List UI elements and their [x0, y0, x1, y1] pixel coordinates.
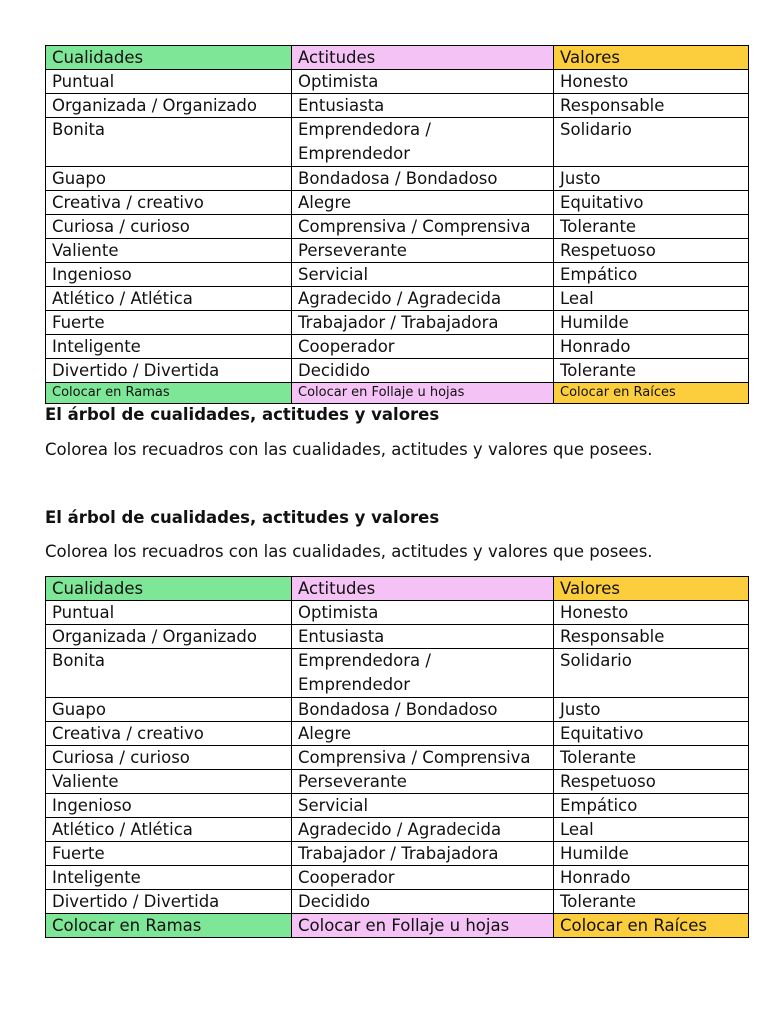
cell-valor: Justo	[554, 698, 749, 722]
cell-cualidad: Organizada / Organizado	[46, 625, 292, 649]
cell-cualidad: Bonita	[46, 118, 292, 167]
cell-valor: Justo	[554, 167, 749, 191]
table-row	[46, 698, 749, 722]
table-row	[46, 215, 749, 239]
cell-actitud: Comprensiva / Comprensiva	[292, 746, 554, 770]
cell-cualidad: Creativa / creativo	[46, 722, 292, 746]
cell-actitud: Optimista	[292, 601, 554, 625]
header-actitudes: Actitudes	[292, 577, 554, 601]
cell-actitud: Servicial	[292, 794, 554, 818]
cell-cualidad: Organizada / Organizado	[46, 94, 292, 118]
cell-actitud: Agradecido / Agradecida	[292, 287, 554, 311]
header-cualidades: Cualidades	[46, 46, 292, 70]
cell-cualidad: Valiente	[46, 239, 292, 263]
cell-actitud: Cooperador	[292, 335, 554, 359]
cell-valor: Empático	[554, 263, 749, 287]
cell-cualidad: Atlético / Atlética	[46, 287, 292, 311]
cell-cualidad: Fuerte	[46, 842, 292, 866]
cell-valor: Humilde	[554, 842, 749, 866]
traits-table-top	[45, 45, 749, 404]
cell-valor: Honrado	[554, 335, 749, 359]
cell-valor: Respetuoso	[554, 770, 749, 794]
cell-valor: Honesto	[554, 601, 749, 625]
cell-actitud: Trabajador / Trabajadora	[292, 311, 554, 335]
footer-follaje: Colocar en Follaje u hojas	[292, 914, 554, 938]
table-row	[46, 335, 749, 359]
table-row	[46, 359, 749, 383]
table-row	[46, 167, 749, 191]
header-row	[46, 46, 749, 70]
cell-cualidad: Puntual	[46, 70, 292, 94]
footer-raices: Colocar en Raíces	[554, 914, 749, 938]
cell-actitud: Entusiasta	[292, 94, 554, 118]
worksheet-title: El árbol de cualidades, actitudes y valores	[45, 405, 440, 424]
cell-valor: Respetuoso	[554, 239, 749, 263]
cell-actitud: Cooperador	[292, 866, 554, 890]
table-row	[46, 625, 749, 649]
cell-actitud: Comprensiva / Comprensiva	[292, 215, 554, 239]
cell-cualidad: Divertido / Divertida	[46, 359, 292, 383]
footer-ramas: Colocar en Ramas	[46, 914, 292, 938]
table-row	[46, 649, 749, 698]
cell-actitud: Perseverante	[292, 770, 554, 794]
cell-actitud: Alegre	[292, 722, 554, 746]
cell-valor: Equitativo	[554, 722, 749, 746]
cell-valor: Humilde	[554, 311, 749, 335]
header-row	[46, 577, 749, 601]
cell-cualidad: Divertido / Divertida	[46, 890, 292, 914]
cell-valor: Honesto	[554, 70, 749, 94]
table-row	[46, 94, 749, 118]
cell-cualidad: Atlético / Atlética	[46, 818, 292, 842]
table-row	[46, 866, 749, 890]
worksheet-title: El árbol de cualidades, actitudes y valores	[45, 508, 440, 527]
cell-actitud: Optimista	[292, 70, 554, 94]
cell-valor: Leal	[554, 287, 749, 311]
table-row	[46, 770, 749, 794]
cell-actitud: Entusiasta	[292, 625, 554, 649]
cell-cualidad: Fuerte	[46, 311, 292, 335]
cell-cualidad: Puntual	[46, 601, 292, 625]
table-row	[46, 311, 749, 335]
cell-actitud: Alegre	[292, 191, 554, 215]
cell-valor: Tolerante	[554, 359, 749, 383]
cell-actitud: Decidido	[292, 359, 554, 383]
table-row	[46, 746, 749, 770]
cell-actitud: Bondadosa / Bondadoso	[292, 698, 554, 722]
cell-valor: Empático	[554, 794, 749, 818]
cell-cualidad: Inteligente	[46, 866, 292, 890]
cell-valor: Solidario	[554, 649, 749, 698]
table-row	[46, 70, 749, 94]
cell-valor: Tolerante	[554, 215, 749, 239]
footer-follaje: Colocar en Follaje u hojas	[292, 383, 554, 404]
cell-actitud: Agradecido / Agradecida	[292, 818, 554, 842]
cell-valor: Responsable	[554, 94, 749, 118]
cell-valor: Leal	[554, 818, 749, 842]
cell-cualidad: Ingenioso	[46, 263, 292, 287]
cell-cualidad: Guapo	[46, 167, 292, 191]
table-row	[46, 191, 749, 215]
cell-cualidad: Guapo	[46, 698, 292, 722]
footer-row	[46, 383, 749, 404]
header-valores: Valores	[554, 577, 749, 601]
cell-actitud: Emprendedora / Emprendedor	[292, 649, 554, 698]
header-cualidades: Cualidades	[46, 577, 292, 601]
cell-valor: Tolerante	[554, 890, 749, 914]
cell-actitud: Trabajador / Trabajadora	[292, 842, 554, 866]
table-row	[46, 263, 749, 287]
table-row	[46, 239, 749, 263]
cell-actitud: Emprendedora / Emprendedor	[292, 118, 554, 167]
traits-table-bottom	[45, 576, 749, 938]
table-row	[46, 842, 749, 866]
cell-actitud: Perseverante	[292, 239, 554, 263]
footer-row	[46, 914, 749, 938]
table-row	[46, 890, 749, 914]
cell-actitud: Servicial	[292, 263, 554, 287]
cell-valor: Equitativo	[554, 191, 749, 215]
table-row	[46, 601, 749, 625]
cell-actitud: Bondadosa / Bondadoso	[292, 167, 554, 191]
cell-cualidad: Curiosa / curioso	[46, 215, 292, 239]
table-row	[46, 287, 749, 311]
cell-valor: Responsable	[554, 625, 749, 649]
footer-raices: Colocar en Raíces	[554, 383, 749, 404]
worksheet-instruction: Colorea los recuadros con las cualidades, actitudes y valores que posees.	[45, 440, 653, 459]
cell-cualidad: Creativa / creativo	[46, 191, 292, 215]
cell-valor: Honrado	[554, 866, 749, 890]
cell-cualidad: Valiente	[46, 770, 292, 794]
footer-ramas: Colocar en Ramas	[46, 383, 292, 404]
cell-valor: Tolerante	[554, 746, 749, 770]
table-row	[46, 818, 749, 842]
cell-cualidad: Inteligente	[46, 335, 292, 359]
table-row	[46, 722, 749, 746]
cell-valor: Solidario	[554, 118, 749, 167]
header-actitudes: Actitudes	[292, 46, 554, 70]
worksheet-instruction: Colorea los recuadros con las cualidades, actitudes y valores que posees.	[45, 542, 653, 561]
header-valores: Valores	[554, 46, 749, 70]
cell-cualidad: Ingenioso	[46, 794, 292, 818]
cell-cualidad: Bonita	[46, 649, 292, 698]
table-row	[46, 118, 749, 167]
cell-cualidad: Curiosa / curioso	[46, 746, 292, 770]
cell-actitud: Decidido	[292, 890, 554, 914]
table-row	[46, 794, 749, 818]
